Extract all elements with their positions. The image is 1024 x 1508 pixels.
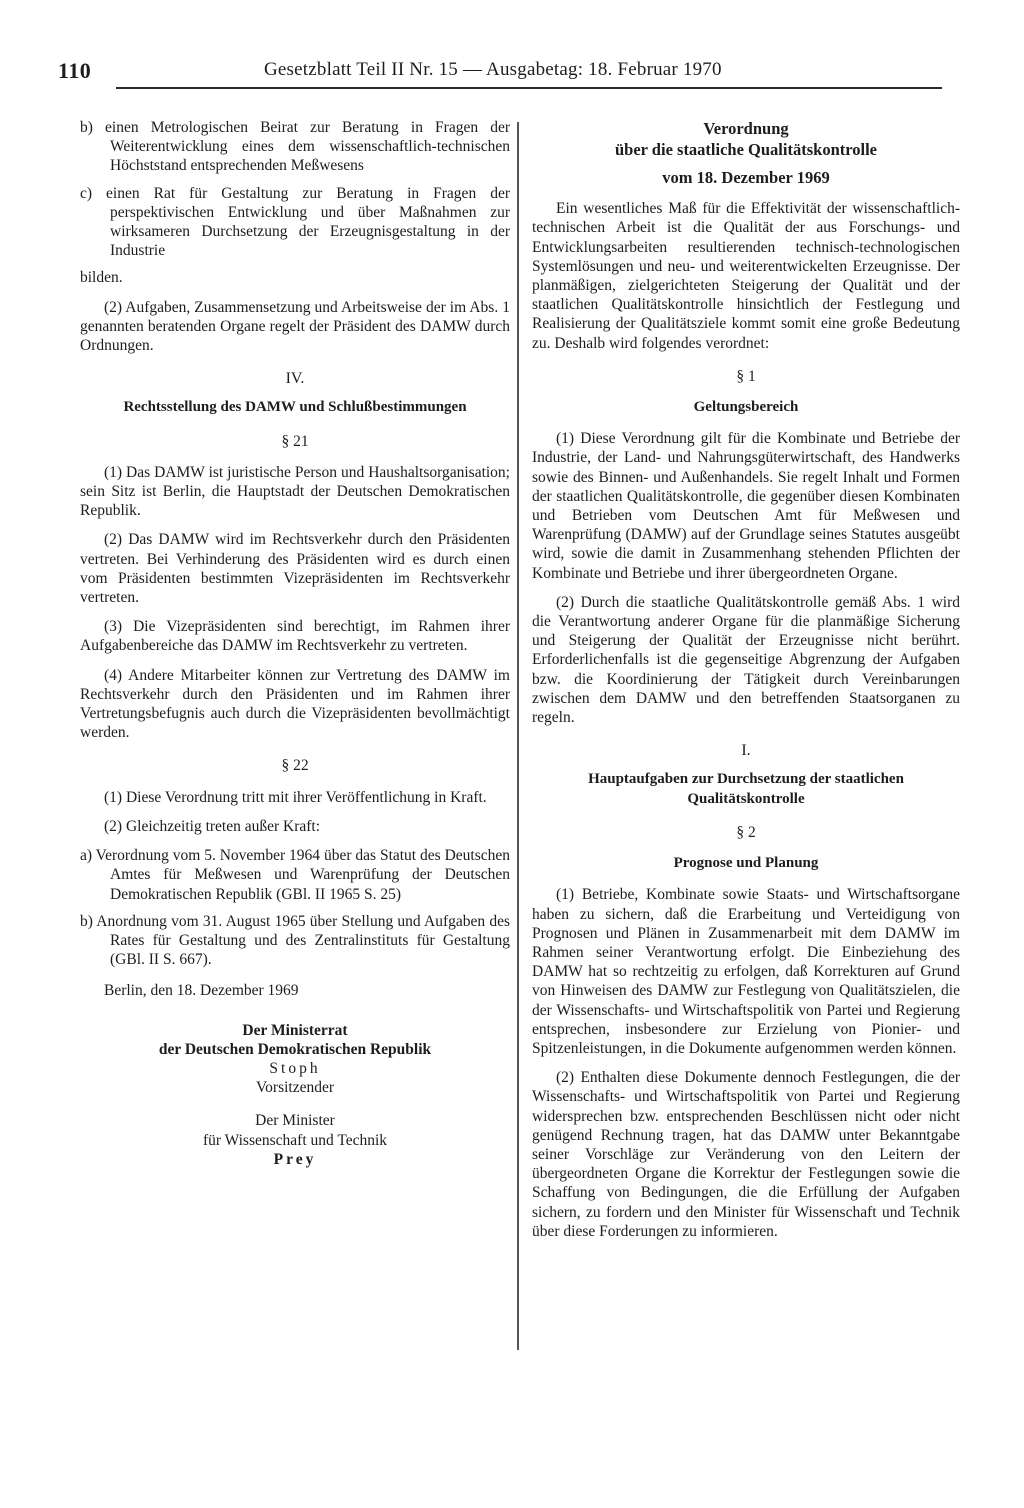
signature-org-line-1: Der Ministerrat (242, 1021, 348, 1039)
section-heading-iv: Rechtsstellung des DAMW und Schlußbestimmungen (123, 399, 467, 416)
section-2-paragraph-2: (2) Enthalten diese Dokumente dennoch Festlegungen, die der Wissenschafts- und Wirtschaftspolitik von Partei und Regierung widersprechen bzw. entsprechenden Beschlüssen nicht oder nicht genügend Rechnung tragen, hat das DAMW unter Bekanntgabe seiner Vorschläge zur Veränderung von den Leitern der übergeordneten Organe die Korrektur der Festlegungen sowie die Schaffung von Bedingungen, die die Erfüllung der Aufgaben sichern, zu fordern und den Minister für Wissenschaft und Technik über diese Forderungen zu informieren. (532, 1069, 960, 1240)
spacer (80, 1097, 510, 1111)
section-2-paragraph-1: (1) Betriebe, Kombinate sowie Staats- und Wirtschaftsorgane haben zu sichern, daß die Erarbeitung und Verteidigung von Prognosen und Plänen in Zusammenarbeit mit dem DAMW im Rahmen seiner Verantwortung erfolgt. Die Einbeziehung des DAMW hat so rechtzeitig zu erfolgen, daß Korrekturen auf Grund von Hinweisen des DAMW zur Festlegung von Qualitätszielen, die der Wissenschafts- und Wirtschaftspolitik von Partei und Regierung entsprechen, insbesondere zur Erzielung von Pionier- und Spitzenleistungen, in die Dokumente aufgenommen werden können. (532, 886, 960, 1057)
section-22-paragraph-1: (1) Diese Verordnung tritt mit ihrer Veröffentlichung in Kraft. (104, 788, 487, 806)
running-title: Gesetzblatt Teil II Nr. 15 — Ausgabetag: 18. Februar 1970 (264, 59, 722, 80)
list-item-c: c) einen Rat für Gestaltung zur Beratung in Fragen der perspektivischen Entwicklung und über Maßnahmen zur wirksameren Durchsetzung der Erzeugnisgestaltung in der Industrie (80, 184, 510, 260)
page-header (58, 54, 942, 88)
signature-date: Berlin, den 18. Dezember 1969 (104, 982, 299, 1000)
section-number-i: I. (741, 742, 751, 760)
section-22-label: § 22 (281, 757, 309, 775)
decree-title: Verordnung (703, 119, 789, 138)
signature-org-line-2: der Deutschen Demokratischen Republik (158, 1040, 432, 1058)
column-divider (517, 122, 519, 1350)
section-21-paragraph-4: (4) Andere Mitarbeiter können zur Vertretung des DAMW im Rechtsverkehr durch den Präsidenten und im Rahmen ihrer Vertretungsbefugnis auch durch die Vizepräsidenten bevollmächtigt werden. (80, 666, 510, 742)
section-21-label: § 21 (281, 432, 309, 450)
signatory-name-1: Stoph (269, 1059, 321, 1077)
section-1-paragraph-1: (1) Diese Verordnung gilt für die Kombinate und Betriebe der Industrie, der Land- und Nahrungsgüterwirtschaft, des Handwerks sowie des Binnen- und Außenhandels. Sie regelt Inhalt und Formen der staatlichen Qualitätskontrolle, die gegenüber diesen Kombinaten und Betrieben vom Deutschen Amt für Meßwesen und Warenprüfung (DAMW) auf der Grundlage seines Statutes ausgeübt wird, sowie die damit in Zusammenhang stehenden Pflichten der Kombinate und Betriebe und ihrer übergeordneten Organe. (532, 430, 960, 582)
section-2-heading: Prognose und Planung (673, 855, 819, 872)
section-1-paragraph-2: (2) Durch die staatliche Qualitätskontrolle gemäß Abs. 1 wird die Verantwortung anderer Organe für die planmäßige Sicherung und Steigerung der Qualität der Erzeugnisse nicht berührt. Erforderlichenfalls ist die gegenseitige Abgrenzung der Aufgaben bzw. die Koordinierung der Tätigkeit durch Vereinbarungen zwischen dem DAMW und den betreffenden Staatsorganen zu regeln. (532, 593, 960, 727)
page-number: 110 (58, 58, 92, 83)
preamble: Ein wesentliches Maß für die Effektivität der wissenschaftlich-technischen Arbeit ist die Qualität der aus Forschungs- und Entwicklungsarbeiten resultierenden technisch-technologischen Systemlösungen und neu- und weiterentwickelten Erzeugnisse. Der planmäßigen, zielgerichteten Steigerung der Qualität und der staatlichen Qualitätskontrolle hinsichtlich der Festlegung und Realisierung der Qualitätsziele kommt somit eine große Bedeutung zu. Deshalb wird folgendes verordnet: (532, 200, 960, 352)
decree-date: vom 18. Dezember 1969 (662, 168, 830, 187)
list-item-a: a) Verordnung vom 5. November 1964 über das Statut des Deutschen Amtes für Meßwesen und Warenprüfung der Deutschen Demokratischen Republik (GBl. II 1965 S. 25) (80, 847, 510, 903)
section-2-label: § 2 (736, 823, 756, 841)
signatory-role-2a: Der Minister (255, 1112, 335, 1130)
list-item-b: b) einen Metrologischen Beirat zur Beratung in Fragen der Weiterentwicklung eines dem wissenschaftlich-technischen Höchststand entsprechenden Meßwesens (80, 119, 510, 175)
right-column (532, 118, 960, 1251)
decree-subtitle: über die staatliche Qualitätskontrolle (614, 140, 878, 159)
signatory-role-1: Vorsitzender (255, 1079, 335, 1097)
list-item-b-repeal: b) Anordnung vom 31. August 1965 über Stellung und Aufgaben des Rates für Gestaltung und des Zentralinstituts für Gestaltung (GBl. II S. 667). (80, 912, 510, 969)
signatory-role-2b: für Wissenschaft und Technik (202, 1131, 388, 1149)
signatory-name-2: Prey (273, 1150, 317, 1168)
left-column (80, 118, 510, 1169)
section-1-label: § 1 (736, 367, 756, 385)
section-21-paragraph-2: (2) Das DAMW wird im Rechtsverkehr durch den Präsidenten vertreten. Bei Verhinderung des Präsidenten wird es durch einen vom Präsidenten bestimmten Vizepräsidenten im Rechtsverkehr vertreten. (80, 531, 510, 607)
section-21-paragraph-3: (3) Die Vizepräsidenten sind berechtigt, im Rahmen ihrer Aufgabenbereiche das DAMW im Rechtsverkehr zu vertreten. (80, 618, 510, 655)
paragraph-2: (2) Aufgaben, Zusammensetzung und Arbeitsweise der im Abs. 1 genannten beratenden Organe regelt der Präsident des DAMW durch Ordnungen. (80, 298, 510, 355)
section-heading-i: Hauptaufgaben zur Durchsetzung der staatlichen Qualitätskontrolle (588, 771, 904, 807)
section-21-paragraph-1: (1) Das DAMW ist juristische Person und Haushaltsorganisation; sein Sitz ist Berlin, die Hauptstadt der Deutschen Demokratischen Republik. (80, 463, 510, 520)
bilden-text: bilden. (80, 269, 123, 287)
header-rule (116, 87, 942, 89)
section-1-heading: Geltungsbereich (693, 399, 799, 416)
section-number-iv: IV. (285, 370, 305, 388)
section-22-paragraph-2: (2) Gleichzeitig treten außer Kraft: (104, 817, 321, 835)
